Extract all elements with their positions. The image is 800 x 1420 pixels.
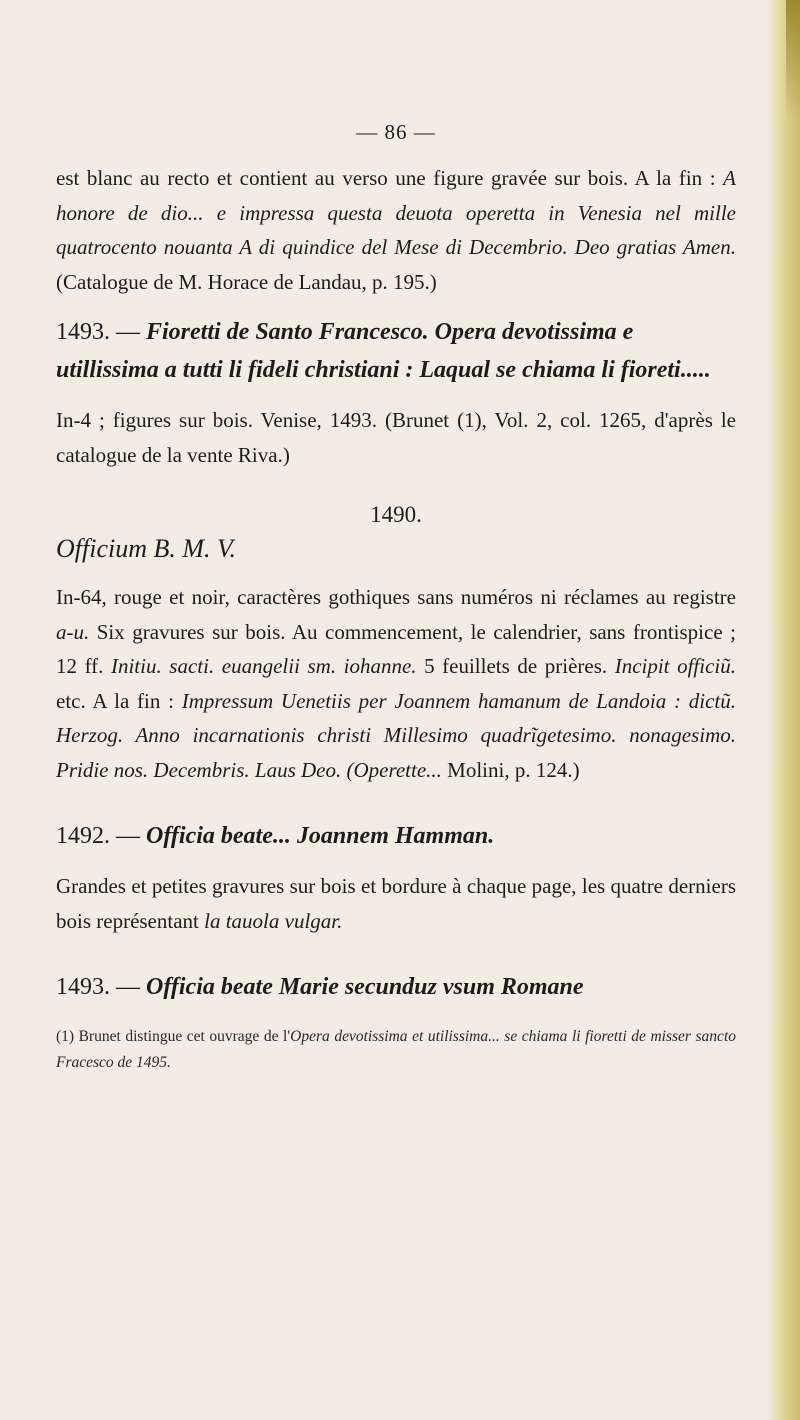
text-run: Molini, p. 124.) — [441, 757, 580, 782]
entry-year: 1493. — — [56, 974, 146, 1000]
page-edge-stain — [786, 0, 800, 120]
text-run: (Catalogue de M. Horace de Landau, p. 195.) — [56, 269, 437, 294]
text-run: a-u. — [56, 619, 90, 644]
entry-1493-fioretti-body: In-4 ; figures sur bois. Venise, 1493. (Brunet (1), Vol. 2, col. 1265, d'après le catalogue de la vente Riva.) — [56, 408, 736, 467]
entry-1493-officia-heading — [56, 968, 736, 1006]
text-run: Incipit officiũ. — [614, 654, 736, 678]
year-heading-1490: 1490. — [370, 502, 422, 527]
paragraph-landau-catalogue — [56, 161, 736, 299]
text-run: la tauola vulgar. — [204, 908, 343, 933]
text-run: Grandes et petites gravures sur bois et bordure à chaque page, les quatre derniers bois représentant — [56, 874, 736, 933]
text-run: etc. A la fin : — [56, 688, 182, 713]
text-run: (1) Brunet distingue cet ouvrage de l' — [56, 1028, 291, 1045]
text-run: Impressum Uenetiis per Joannem hamanum de Landoia : dictũ. Herzog. Anno incarnationis christi Millesimo quadrĩgetesimo. nonagesimo. Pridie nos. Decembris. Laus Deo. (Operette... — [56, 688, 736, 782]
page-number: — 86 — — [356, 120, 436, 144]
entry-title: Officia beate... Joannem Hamman. — [146, 823, 495, 849]
officium-body — [56, 580, 736, 787]
footnote — [56, 1024, 736, 1076]
text-run: est blanc au recto et contient au verso une figure gravée sur bois. A la fin : — [56, 166, 724, 190]
text-run: Initiu. sacti. euangelii sm. iohanne. — [110, 654, 417, 678]
text-run: 5 feuillets de prières. — [416, 654, 615, 678]
entry-year: 1493. — — [56, 319, 146, 345]
text-run: A honore de dio... e impressa questa deuota operetta in Venesia nel mille quatrocento nouanta A di quindice del Mese di Decembrio. Deo gratias Amen. — [56, 166, 736, 259]
entry-1492-body — [56, 869, 736, 938]
entry-title: Officia beate Marie secunduz vsum Romane — [146, 974, 584, 1000]
entry-1492-heading — [56, 817, 736, 855]
entry-title: Fioretti de Santo Francesco. Opera devotissima e utillissima a tutti li fideli christiani : Laqual se chiama li fioreti..... — [56, 319, 711, 383]
entry-year: 1492. — — [56, 823, 146, 849]
officium-title: Officium B. M. V. — [56, 534, 237, 563]
text-run: In-64, rouge et noir, caractères gothiques sans numéros ni réclames au registre — [56, 585, 736, 609]
page-edge-shading — [768, 0, 800, 1420]
book-page — [56, 120, 736, 1076]
text-run: Opera devotissima et utilissima... se chiama li fioretti de misser sancto Fracesco de 1495. — [56, 1028, 736, 1071]
entry-1493-fioretti-heading — [56, 313, 736, 389]
text-run: Six gravures sur bois. Au commencement, le calendrier, sans frontispice ; 12 ff. — [56, 619, 736, 678]
